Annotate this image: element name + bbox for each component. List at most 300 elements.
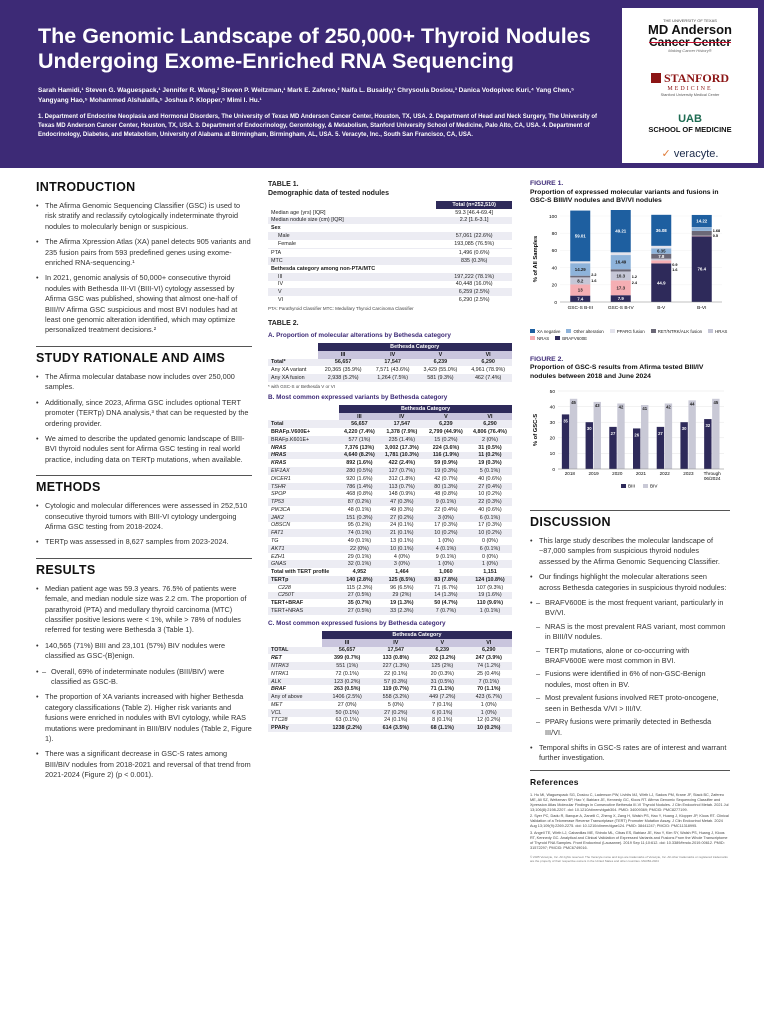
table-cell: 48 (0.1%) — [347, 506, 372, 513]
table-cell: 423 (6.7%) — [466, 693, 513, 701]
table-cell: 10 (0.2%) — [466, 724, 513, 732]
data-label: 27 — [658, 430, 663, 436]
row-value — [436, 224, 512, 232]
table-cell: 32 (0.1%) — [339, 560, 380, 568]
row-label: Bethesda category among non-PTA/MTC — [271, 265, 376, 272]
table-row — [268, 498, 512, 506]
table-cell: 148 (0.9%) — [388, 491, 416, 498]
row-label: V — [268, 288, 436, 296]
legend-item: NRAS — [530, 335, 549, 342]
row-label: DICER1 — [271, 475, 291, 482]
row-label: VI — [278, 297, 284, 304]
table-cell: 124 (10.8%) — [468, 576, 512, 584]
table-cell: 6 (0.1%) — [468, 545, 512, 553]
table-row — [268, 436, 512, 444]
table-column-header: V — [417, 351, 465, 359]
row-label: EIF1AX — [268, 467, 339, 475]
table-cell: 42 (0.7%) — [434, 475, 458, 482]
row-label: MET — [271, 701, 283, 708]
reference-item: 2. Syer PC, Dadu R, Banque A, Zanelli C, Zheng X, Zang H, Walsh PS, Hao Y, Huang J, Klopper JP, Kloos RT. Clinical Validation of a Telomerase Reverse Transcriptase (TERT) Promoter Mutation Assay. J Clin Endocrinol Metab. 2024 Aug 13;109(9):2269-2275. doi: 10.1210/clinem/dgae124. PMID: 38441247; PMCID: PMC11318995. — [530, 814, 729, 829]
table-cell: 5 (0.1%) — [468, 467, 512, 475]
table-row — [268, 701, 512, 709]
table-cell: 224 (3.6%) — [432, 444, 460, 451]
data-label: 1.6 — [672, 267, 678, 272]
table-row — [268, 281, 512, 289]
table-cell: 1,264 (7.5%) — [369, 374, 417, 382]
table-cell: 614 (3.5%) — [373, 724, 419, 732]
table-cell: 50 (4.7%) — [434, 600, 458, 607]
list-item: • Temporal shifts in GSC-S rates are of interest and warrant further investigation. — [530, 743, 730, 764]
list-item: – TERTp mutations, alone or co-occurring with BRAFV600E were most common in BVI. — [536, 646, 730, 667]
table-column-header: V — [424, 413, 468, 421]
table-row — [268, 506, 512, 514]
table-cell: 6,290 — [464, 359, 512, 367]
bar — [665, 403, 672, 469]
table-row — [268, 265, 512, 273]
table-cell: 1 (0%) — [424, 560, 468, 568]
table-cell: 12 (0.2%) — [477, 717, 501, 724]
table-cell: 17,547 — [369, 359, 417, 367]
row-value: 59.3 [46.4-69.4] — [455, 209, 494, 216]
y-tick-label: 30 — [549, 421, 555, 426]
row-label: RET — [271, 655, 282, 662]
table-cell: 1 (0%) — [437, 538, 454, 545]
mda-logo: THE UNIVERSITY OF TEXAS MD Anderson Cancer Center Making Cancer History® — [647, 18, 733, 53]
table2-caption: TABLE 2. — [268, 319, 299, 327]
table-cell: 24 (0.1%) — [390, 522, 414, 529]
table-cell: 22 (0%) — [339, 545, 380, 553]
table-cell: 125 (8.5%) — [380, 576, 424, 584]
figure2-chart — [530, 385, 730, 497]
intro-title: INTRODUCTION — [36, 180, 136, 194]
table-cell: 19 (0.3%) — [478, 460, 502, 467]
table-cell: 125 (2%) — [419, 662, 465, 670]
table-cell: 6,290 — [466, 647, 513, 655]
table-row — [268, 240, 512, 248]
table-cell: 1 (0.1%) — [468, 607, 512, 615]
table-cell: 1,151 — [483, 569, 497, 576]
row-value — [436, 265, 512, 273]
results-list — [36, 584, 252, 781]
table-cell: 68 (1.1%) — [419, 724, 465, 732]
table-cell: 1 (0%) — [466, 709, 513, 717]
data-label: 42 — [618, 404, 624, 410]
table1-footnote: PTA: Parathyroid Classifier MTC: Medullary Thyroid Carcinoma Classifier — [268, 305, 414, 311]
table-cell: 25 (0.4%) — [477, 670, 501, 677]
table-cell: 15 (0.2%) — [424, 436, 468, 444]
table-group-header: Bethesda Category — [318, 343, 513, 351]
data-label: 2.4 — [631, 280, 638, 285]
data-label: 41 — [642, 406, 648, 412]
list-item: • There was a significant decrease in GSC-S rates among BIII/BIV nodules from 2018-2021 and reversal of that trend from 2021-2024 (Figure 2) (p < 0.001). — [36, 749, 252, 780]
table-cell: 786 (1.4%) — [339, 483, 380, 491]
bar-segment — [611, 269, 631, 271]
data-label: 10.3 — [616, 272, 626, 278]
table-cell: 57 (0.3%) — [373, 678, 419, 686]
row-value: 6,290 (2.5%) — [458, 297, 490, 304]
table-cell: 6 (0.1%) — [419, 709, 465, 717]
table-row — [268, 224, 512, 232]
y-tick-label: 20 — [551, 283, 557, 289]
stanford-tree-icon — [651, 73, 661, 83]
table-row — [268, 467, 512, 475]
table-cell: 4,952 — [352, 569, 367, 576]
y-axis-label: % of All Samples — [533, 235, 539, 282]
data-label: 7.4 — [577, 295, 584, 301]
list-item: – Most prevalent fusions involved RET proto-oncogene, seen in Bethesda V/VI > III/IV. — [536, 693, 730, 714]
y-tick-label: 40 — [549, 405, 555, 411]
table-cell: 29 (2%) — [380, 592, 424, 600]
row-value: 2.2 [1.6-3.1] — [436, 217, 512, 225]
legend-item: RET/NTRK/ALK fusion — [651, 328, 702, 335]
table-cell: 3,429 (55.0%) — [423, 367, 458, 374]
list-item: • 140,565 (71%) BIII and 23,101 (57%) BIV nodules were classified as GSC-(B)enign. — [36, 641, 252, 662]
row-label: TSHR — [268, 483, 339, 491]
list-item: • The Afirma Xpression Atlas (XA) panel detects 905 variants and 235 fusion pairs from 593 predefined genes using exome-enriched RNA-sequencing.¹ — [36, 237, 252, 268]
table2c-subtitle: C. Most common expressed fusions by Bethesda category — [268, 619, 446, 627]
right-column — [530, 180, 730, 863]
table-cell: 83 (7.8%) — [424, 576, 468, 584]
row-label: AKT1 — [268, 545, 339, 553]
list-item: • We aimed to describe the updated genomic landscape of BIII-BVI thyroid nodules sent for Afirma GSC testing in real world practice, including data on TERTp mutations, when available. — [36, 434, 252, 465]
table-row — [268, 724, 512, 732]
table-cell: 2,938 (5.2%) — [318, 374, 369, 382]
legend-label: BIII — [628, 483, 635, 489]
bar — [594, 402, 601, 469]
table1 — [268, 201, 512, 304]
row-value: 40,448 (16.0%) — [455, 281, 493, 288]
x-tick-label: B-V — [657, 305, 666, 311]
uab-logo: UAB SCHOOL OF MEDICINE — [648, 113, 732, 134]
table-cell: 87 (0.2%) — [339, 498, 380, 506]
table-cell: 133 (0.8%) — [382, 655, 409, 662]
table-column-header: III — [318, 351, 369, 359]
row-label: C250T — [268, 592, 339, 600]
table-row — [268, 709, 512, 717]
list-item: • This large study describes the molecular landscape of ~87,000 samples from suspicious thyroid nodules assessed by the Afirma Genomic Sequencing Classifier. — [530, 536, 730, 567]
row-label: Female — [278, 240, 296, 247]
row-label: VCL — [268, 709, 322, 717]
row-label: Any of above — [268, 693, 322, 701]
veracyte-logo: ✓ veracyte. — [661, 148, 719, 160]
y-tick-label: 100 — [548, 214, 557, 220]
row-label: JAK2 — [268, 514, 339, 522]
x-tick-label: B-VI — [697, 305, 707, 311]
table-cell: 10 (0.2%) — [424, 529, 468, 537]
table-cell: 71 (6.7%) — [434, 584, 458, 591]
table-cell: 0 (0%) — [482, 553, 498, 560]
list-item: • Median patient age was 59.3 years. 76.5% of patients were female, and median nodule size was 2.2 cm. The proportion of parathyroid (PTA) and medullary thyroid carcinoma (MTC) classifier positive lesions were < 1%, while > 78% of nodules referred for testing were Bethesda 3 (Table 1). — [36, 584, 252, 636]
table-header: Total (n=252,510) — [436, 201, 512, 209]
table-row — [268, 654, 512, 662]
row-value: 835 (0.3%) — [436, 257, 512, 265]
middle-column — [268, 180, 512, 732]
y-axis-label: % of GSC-S — [533, 413, 539, 447]
table-row — [268, 576, 512, 584]
logo-panel — [622, 8, 758, 163]
table-row — [268, 452, 512, 460]
table-cell: 24 (0.1%) — [384, 717, 408, 724]
y-tick-label: 40 — [551, 265, 557, 271]
figure2-caption: FIGURE 2. Proportion of GSC-S results from Afirma tested BIII/IV nodules between 2018 and June 2024 — [530, 355, 704, 380]
poster-title: The Genomic Landscape of 250,000+ Thyroid Nodules Undergoing Exome-Enriched RNA Sequencing — [38, 24, 591, 73]
row-label: NTRK1 — [271, 670, 289, 677]
table-cell: 47 (0.3%) — [380, 498, 424, 506]
row-label: GNAS — [268, 560, 339, 568]
table-row — [268, 366, 512, 374]
legend-item: XA negative — [530, 328, 560, 335]
table-cell: 1,378 (7.9%) — [386, 429, 418, 436]
table-row — [268, 717, 512, 725]
table-cell: 29 (0.1%) — [347, 553, 372, 560]
y-tick-label: 60 — [551, 248, 557, 254]
table-cell: 31 (0.5%) — [419, 678, 465, 686]
table-cell: 35 (0.7%) — [347, 600, 372, 607]
table-cell: 14 (1.3%) — [424, 592, 468, 600]
table-cell: 27 (0.2%) — [373, 709, 419, 717]
table-row — [268, 232, 512, 240]
figure1-chart — [530, 210, 730, 322]
table-row — [268, 257, 512, 265]
table-cell: 40 (0.6%) — [478, 475, 502, 482]
bar-segment — [651, 258, 671, 260]
table-cell: 119 (0.7%) — [382, 686, 409, 693]
table2a-footnote: * with GSC-S or Bethesda V or VI — [268, 383, 336, 389]
y-tick-label: 0 — [554, 300, 557, 306]
data-label: 43 — [594, 402, 600, 408]
row-label: TP53 — [268, 498, 339, 506]
results-title: RESULTS — [36, 558, 252, 578]
table-column-header: VI — [466, 639, 513, 647]
row-label: BRAFp.V600E+ — [271, 429, 311, 436]
table-cell: 19 (1.3%) — [390, 600, 414, 607]
table-row — [268, 420, 512, 428]
table-cell: 6,290 — [468, 420, 512, 428]
table-cell: 577 (1%) — [339, 436, 380, 444]
data-label: 7.9 — [617, 295, 624, 301]
table-row — [268, 359, 512, 367]
x-tick-label: 06/2024 — [703, 476, 721, 481]
table-row — [268, 693, 512, 701]
table-cell: 10 (0.2%) — [478, 491, 502, 498]
table-cell: 21 (0.1%) — [380, 529, 424, 537]
table-cell: 4,806 (76.4%) — [473, 429, 507, 436]
x-tick-label: 2023 — [683, 471, 694, 476]
table-cell: 581 (9.3%) — [417, 374, 465, 382]
table-row — [268, 444, 512, 452]
list-item: • TERTp was assessed in 8,627 samples from 2023-2024. — [36, 537, 252, 547]
table-column-header: IV — [373, 639, 419, 647]
table-column-header: VI — [464, 351, 512, 359]
table-cell: 17,547 — [373, 647, 419, 655]
list-item: • In 2021, genomic analysis of 50,000+ consecutive thyroid nodules with Bethesda III-VI (BIII-VI) cytology assessed by Afirma GSC was published, showing that almost one-half of BIII/IV Afirma GSC suspicious and most BVI nodules had at least one genomic alteration identified, which may optimize personalized treatment decisions.² — [36, 273, 252, 335]
table-cell: 96 (6.5%) — [390, 584, 414, 591]
table-cell: 10 (0.1%) — [380, 545, 424, 553]
table-cell: 17,547 — [380, 420, 424, 428]
bar — [712, 399, 719, 469]
table-cell: 3 (0%) — [380, 560, 424, 568]
table-cell: 49 (0.1%) — [347, 538, 372, 545]
table-cell: 6,239 — [424, 420, 468, 428]
table-cell: 17 (0.3%) — [434, 522, 458, 529]
data-label: 1.6 — [591, 278, 597, 283]
table-cell: 11 (0.2%) — [468, 452, 512, 460]
bar — [617, 403, 624, 469]
x-tick-label: Through — [703, 471, 721, 476]
table-cell: 31 (0.5%) — [478, 444, 502, 451]
row-value: 1,496 (0.6%) — [458, 250, 490, 257]
data-label: 2.2 — [591, 272, 597, 277]
row-label: C228 — [278, 584, 291, 591]
table-cell: 50 (0.1%) — [322, 709, 373, 717]
references-title: References — [530, 770, 730, 790]
bar-segment — [692, 227, 712, 230]
data-label: 0.5 — [712, 233, 719, 238]
table-cell: 422 (2.4%) — [388, 460, 416, 467]
legend-item: BRAFV600E — [555, 335, 587, 342]
data-label: 35 — [563, 418, 568, 424]
row-label: PIK3CA — [271, 506, 291, 513]
methods-list — [36, 501, 252, 548]
table-row — [268, 514, 512, 522]
veracyte-mark-icon: ✓ — [661, 148, 671, 160]
affiliations: 1. Department of Endocrine Neoplasia and Hormonal Disorders, The University of Texas MD Anderson Cancer Center, Houston, TX, USA. 2. Department of Head and Neck Surgery, The University of Texas MD Anderson Cancer Center, Houston, TX, USA. 3. Department of Endocrinology, Gerontology, & Metabolism, Stanford University School of Medicine, Palo Alto, CA, USA. 4. Department of Endocrinology, Diabetes, and Metabolism, University of Alabama at Birmingham, Birmingham, AL, USA. 5. Veracyte, Inc., South San Francisco, CA, USA. — [38, 114, 598, 138]
list-item: • The Afirma Genomic Sequencing Classifier (GSC) is used to risk stratify and reclassify cytologically indeterminate thyroid nodules to molecularly benign or suspicious. — [36, 201, 252, 232]
table-cell: 227 (1.3%) — [373, 662, 419, 670]
legend-item: HRAS — [708, 328, 727, 335]
table-row — [268, 459, 512, 467]
table-cell: 59 (0.9%) — [434, 460, 458, 467]
table-row — [268, 553, 512, 561]
table-cell: 151 (0.3%) — [339, 514, 380, 522]
left-column — [36, 180, 252, 786]
data-label: 14.29 — [574, 266, 586, 272]
table-cell: 72 (0.1%) — [335, 670, 359, 677]
legend-label: BIV — [650, 483, 658, 489]
row-label: TTC28 — [271, 717, 288, 724]
data-label: 14.22 — [696, 218, 708, 224]
table-row — [268, 428, 512, 436]
table-column-header: III — [322, 639, 373, 647]
table-row — [268, 599, 512, 607]
table-group-header: Bethesda Category — [339, 405, 512, 413]
data-label: 76.4 — [697, 266, 707, 272]
y-tick-label: 80 — [551, 231, 557, 237]
table-cell: 247 (3.9%) — [475, 655, 502, 662]
row-label: Median age (yrs) [IQR] — [271, 209, 326, 216]
table-cell: 123 (0.2%) — [322, 678, 373, 686]
table-cell: 0 (0%) — [482, 538, 498, 545]
table-row — [268, 273, 512, 281]
table-cell: 4 (0%) — [393, 553, 410, 560]
table-row — [268, 288, 512, 296]
data-label: 8.2 — [577, 278, 584, 284]
table-cell: 17 (0.3%) — [478, 522, 502, 529]
table-cell: 27 (0.5%) — [339, 592, 380, 600]
data-label: 30 — [681, 426, 687, 432]
table-cell: 74 (0.1%) — [339, 529, 380, 537]
row-label: OBSCN — [271, 522, 291, 529]
table-cell: 22 (0.4%) — [434, 506, 458, 513]
table-row — [268, 483, 512, 491]
list-item: – PPARγ fusions were primarily detected in Bethesda III/VI. — [536, 717, 730, 738]
table-row — [268, 568, 512, 576]
data-label: 27 — [610, 430, 616, 436]
table-cell: 2 (0%) — [468, 436, 512, 444]
bar-segment — [651, 245, 671, 247]
x-tick-label: 2019 — [588, 471, 599, 476]
data-label: 13 — [577, 287, 583, 293]
bar — [688, 400, 695, 469]
table-cell: 399 (0.7%) — [333, 655, 361, 662]
table-cell: 235 (1.4%) — [380, 436, 424, 444]
list-item: – NRAS is the most prevalent RAS variant, most common in BIII/IV nodules. — [536, 622, 730, 643]
table-cell: 1 (0%) — [468, 560, 512, 568]
row-label: PTA — [271, 250, 282, 257]
table-cell: 56,657 — [322, 647, 373, 655]
row-label: PPARγ — [268, 724, 322, 732]
table-cell: 4,220 (7.4%) — [343, 429, 375, 436]
table-cell: 27 (0.2%) — [380, 514, 424, 522]
row-label: TERT+NRAS — [268, 607, 339, 615]
data-label: 16.49 — [615, 259, 627, 265]
data-label: 36.08 — [655, 227, 667, 233]
table-cell: 558 (3.2%) — [373, 693, 419, 701]
table-cell: 115 (2.3%) — [346, 584, 373, 591]
table2b — [268, 405, 512, 615]
row-label: FAT1 — [268, 529, 339, 537]
bar-segment — [651, 260, 671, 263]
table2c — [268, 631, 512, 732]
row-value: 197,222 (78.1%) — [436, 273, 512, 281]
row-label: NRAS — [271, 444, 287, 451]
table-cell: 27 (0.4%) — [468, 483, 512, 491]
table-row — [268, 209, 512, 217]
table-row — [268, 217, 512, 225]
table-cell: 19 (1.6%) — [468, 592, 512, 600]
x-tick-label: 2018 — [564, 471, 575, 476]
table-cell: 80 (1.3%) — [424, 483, 468, 491]
table-row — [268, 522, 512, 530]
table-cell: 280 (0.5%) — [339, 467, 380, 475]
row-label: Any XA fusion — [268, 374, 318, 382]
table-cell: 107 (9.3%) — [476, 584, 504, 591]
table-cell: 6,239 — [419, 647, 465, 655]
table-cell: 1406 (2.5%) — [322, 693, 373, 701]
data-label: 44.9 — [656, 279, 666, 285]
y-tick-label: 50 — [549, 389, 555, 395]
legend-swatch — [643, 484, 648, 488]
data-label: 1.2 — [631, 274, 638, 279]
table-row — [268, 560, 512, 568]
table-cell: 3,002 (17.3%) — [384, 444, 419, 451]
table-cell: 7,571 (43.6%) — [375, 367, 410, 374]
table-row — [268, 490, 512, 498]
row-label: TOTAL — [268, 647, 322, 655]
copyright-footer: © 2025 Veracyte, Inc. All rights reserved. The Veracyte name and logo are trademarks of Veracyte, Inc. All other trademarks or registered trademarks are the property of their respective owners in the United States and other countries. MLR84-2024 — [530, 854, 728, 863]
table-cell: 22 (0.1%) — [384, 670, 408, 677]
table-cell: 10 (0.2%) — [468, 529, 512, 537]
data-label: 30 — [586, 426, 592, 432]
table-cell: 40 (0.6%) — [478, 506, 502, 513]
table-cell: 4,640 (8.2%) — [339, 452, 380, 460]
row-label: BRAF — [271, 686, 286, 693]
data-label: 6.35 — [656, 248, 666, 254]
y-tick-label: 20 — [549, 436, 555, 442]
data-label: 17.3 — [616, 284, 626, 290]
table-cell: 110 (9.6%) — [476, 600, 503, 607]
data-label: 45 — [713, 399, 719, 405]
